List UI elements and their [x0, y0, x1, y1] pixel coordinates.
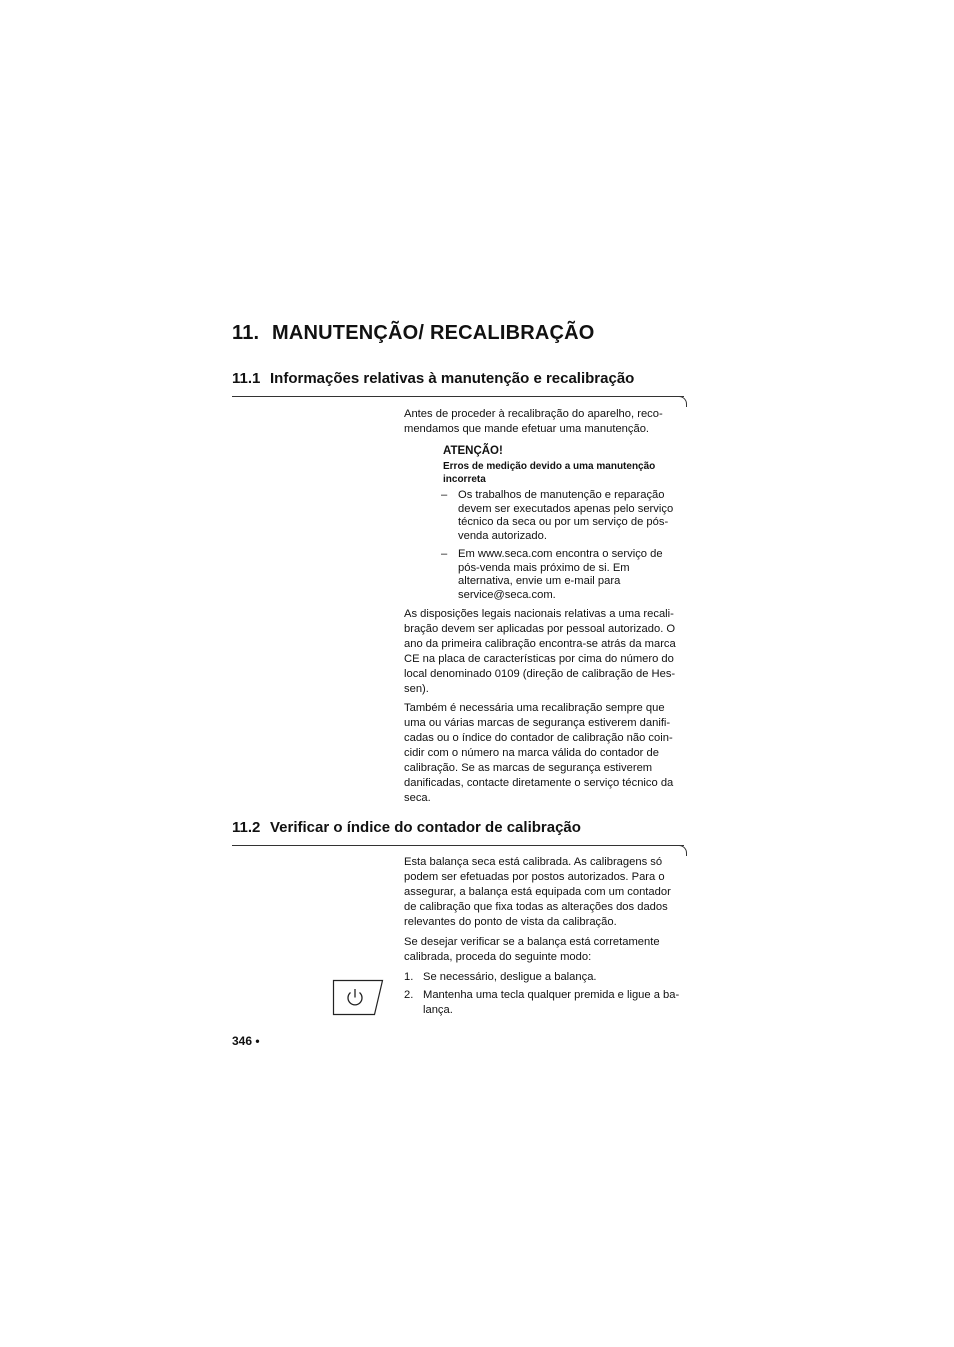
list-item: [443, 489, 693, 543]
section-2-paragraph-2: [404, 935, 694, 965]
text-line: calibração. Se as marcas de segurança estiverem: [404, 762, 653, 774]
section-2-rule: [232, 845, 684, 846]
text-line: Se desejar verificar se a balança está corretamente: [404, 936, 660, 948]
text-line: Mantenha uma tecla qualquer premida e ligue a ba-: [423, 989, 680, 1001]
warning-list: [443, 489, 693, 602]
section-1-title: Informações relativas à manutenção e recalibração: [270, 370, 635, 387]
section-2-title: Verificar o índice do contador de calibração: [270, 819, 581, 836]
text-line: mendamos que mande efetuar uma manutenção.: [404, 423, 650, 435]
text-line: ano da primeira calibração encontra-se atrás da marca: [404, 638, 676, 650]
text-line: local denominado 0109 (direção de calibração de Hes-: [404, 668, 676, 680]
warning-subtitle: [443, 460, 693, 486]
power-icon: [348, 989, 362, 1005]
step-item: [404, 970, 694, 985]
text-line: relevantes do ponto de vista da calibração.: [404, 916, 617, 928]
page-number: 346 •: [232, 1034, 260, 1048]
text-line: Se necessário, desligue a balança.: [423, 971, 597, 983]
section-1-paragraph-3: [404, 701, 694, 806]
chapter-title: MANUTENÇÃO/ RECALIBRAÇÃO: [272, 322, 595, 344]
step-item: [404, 988, 694, 1018]
section-2-number: 11.2: [232, 819, 261, 836]
text-line: Antes de proceder à recalibração do aparelho, reco-: [404, 408, 663, 420]
section-1-number: 11.1: [232, 370, 261, 387]
text-line: Esta balança seca está calibrada. As calibragens só: [404, 856, 663, 868]
text-line: As disposições legais nacionais relativas a uma recali-: [404, 608, 674, 620]
text-line: Também é necessária uma recalibração sempre que: [404, 702, 665, 714]
text-line: devem ser executados apenas pelo serviço: [458, 502, 674, 515]
text-line: pós-venda mais próximo de si. Em: [458, 561, 630, 574]
text-line: cidir com o número na marca válida do contador de: [404, 747, 659, 759]
text-line: danificadas, contacte diretamente o serviço técnico da: [404, 777, 674, 789]
power-key-illustration: [332, 976, 384, 1016]
text-line: venda autorizado.: [458, 529, 547, 542]
warning-title: ATENÇÃO!: [443, 445, 503, 457]
text-line: CE na placa de características por cima do número do: [404, 653, 674, 665]
warning-box: [443, 445, 693, 486]
text-line: cadas ou o índice do contador de calibração não coin-: [404, 732, 673, 744]
section-2-steps: [404, 970, 694, 1018]
text-line: seca.: [404, 792, 431, 804]
text-line: service@seca.com.: [458, 588, 556, 601]
text-line: técnico da seca ou por um serviço de pós-: [458, 516, 669, 528]
text-line: Os trabalhos de manutenção e reparação: [458, 489, 665, 501]
section-2-heading: [232, 819, 581, 836]
step-number: 2.: [404, 989, 414, 1001]
text-line: incorreta: [443, 473, 486, 485]
list-item: [443, 548, 693, 602]
text-line: sen).: [404, 683, 429, 695]
text-line: calibrada, proceda do seguinte modo:: [404, 951, 592, 963]
chapter-number: 11.: [232, 322, 260, 344]
section-1-paragraph-2: [404, 607, 694, 697]
text-line: Em www.seca.com encontra o serviço de: [458, 548, 663, 560]
section-1-heading: [232, 370, 634, 387]
section-1-rule-hook: [678, 396, 687, 407]
text-line: Erros de medição devido a uma manutenção: [443, 460, 656, 472]
text-line: de calibração que fixa todas as alterações dos dados: [404, 901, 668, 913]
text-line: assegurar, a balança está equipada com um contador: [404, 886, 671, 898]
key-outline: [334, 981, 383, 1015]
text-line: lança.: [423, 1004, 453, 1016]
step-number: 1.: [404, 971, 414, 983]
chapter-heading: [232, 322, 595, 345]
text-line: alternativa, envie um e-mail para: [458, 575, 621, 587]
section-1-rule: [232, 396, 684, 397]
text-line: uma ou várias marcas de segurança estiverem danifi-: [404, 717, 671, 729]
text-line: podem ser efetuadas por postos autorizados. Para o: [404, 871, 665, 883]
list-dash: –: [441, 489, 448, 501]
text-line: bração devem ser aplicadas por pessoal autorizado. O: [404, 623, 676, 635]
section-1-intro: [404, 407, 694, 437]
section-2-paragraph-1: [404, 855, 694, 930]
list-dash: –: [441, 548, 448, 560]
